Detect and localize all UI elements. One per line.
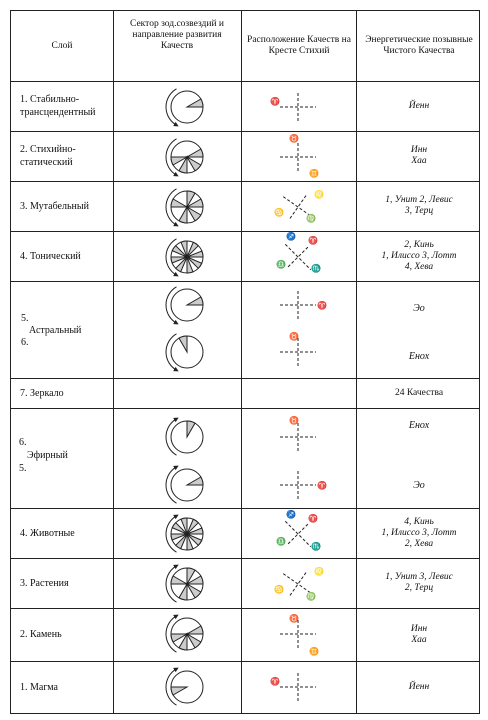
- sector-wheel: [166, 419, 203, 455]
- quality-line: Йенн: [408, 682, 430, 692]
- layer-name: 2. Стихийно-статический: [20, 144, 76, 168]
- element-cross: [280, 338, 316, 366]
- header-layer: Слой: [51, 40, 73, 51]
- zodiac-glyph: ♉: [289, 134, 299, 143]
- zodiac-glyph: ♊: [309, 647, 319, 656]
- zodiac-glyph: ♍: [306, 214, 316, 223]
- sector-wheel: [166, 616, 203, 652]
- quality-line: 1, Илиссо 3, Лотт: [381, 250, 457, 261]
- layer-name: 1. Магма: [20, 682, 58, 693]
- zodiac-glyph: ♈: [308, 514, 318, 523]
- quality-line: Инн: [410, 145, 428, 155]
- quality-line: 4, Хева: [404, 261, 434, 272]
- layer-name: 7. Зеркало: [20, 387, 64, 399]
- zodiac-glyph: ♈: [317, 301, 327, 310]
- zodiac-glyph: ♌: [314, 567, 324, 576]
- sector-wheel: [166, 516, 203, 552]
- zodiac-glyph: ♋: [274, 585, 284, 594]
- zodiac-glyph: ♌: [314, 190, 324, 199]
- zodiac-glyph: ♉: [289, 416, 299, 425]
- layer-number: 5.: [19, 463, 27, 474]
- header-cross: Расположение Качеств на Кресте Стихий: [247, 35, 351, 56]
- zodiac-glyph: ♉: [289, 614, 299, 623]
- layer-name: 4. Тонический: [20, 250, 81, 262]
- sector-wheel: [166, 287, 203, 323]
- quality-line: Эо: [413, 480, 425, 491]
- quality-line: 2, Хева: [404, 538, 434, 549]
- quality-line: Енох: [408, 420, 430, 431]
- zodiac-glyph: ♎: [276, 260, 286, 269]
- layer-number: 6.: [21, 337, 29, 348]
- layer-name: 3. Мутабельный: [20, 200, 89, 212]
- quality-line: Енох: [408, 351, 430, 362]
- layer-name: 2. Камень: [20, 629, 62, 640]
- element-cross: [280, 423, 316, 451]
- zodiac-glyph: ♋: [274, 208, 284, 217]
- sector-wheel-1: [11, 11, 481, 715]
- zodiac-glyph: ♐: [286, 232, 296, 241]
- zodiac-glyph: ♐: [286, 510, 296, 519]
- quality-line: Йенн: [408, 100, 430, 111]
- quality-line: 1, Унит 3, Левис: [385, 572, 453, 582]
- zodiac-glyph: ♍: [306, 592, 316, 601]
- zodiac-glyph: ♈: [317, 481, 327, 490]
- quality-line: Хаа: [411, 156, 427, 166]
- quality-line: 1, Илиссо 3, Лотт: [381, 527, 457, 538]
- quality-line: 2, Терц: [404, 583, 434, 593]
- zodiac-glyph: ♏: [311, 264, 321, 273]
- quality-line: 4, Кинь: [404, 516, 434, 527]
- sector-wheel: [166, 467, 203, 503]
- layer-name: Эфирный: [27, 450, 68, 461]
- sector-wheel: [166, 334, 203, 370]
- quality-line: 2, Кинь: [404, 239, 434, 250]
- header-callsigns: Энергетические позывные Чистого Качества: [365, 35, 473, 56]
- element-cross: [280, 291, 316, 319]
- quality-line: 1, Унит 2, Левис: [385, 195, 453, 205]
- quality-layers-table: [10, 10, 480, 714]
- sector-wheel: [166, 139, 203, 175]
- layer-name: 4. Животные: [20, 527, 75, 539]
- element-cross: [280, 620, 316, 648]
- zodiac-glyph: ♉: [289, 332, 299, 341]
- sector-wheel: [166, 89, 203, 125]
- element-cross: [280, 143, 316, 171]
- header-sector: Сектор зод.созвездий и направление развития Качеств: [130, 19, 224, 51]
- layer-number: 5.: [21, 313, 29, 324]
- element-cross: [280, 673, 316, 701]
- zodiac-glyph: ♈: [308, 236, 318, 245]
- sector-wheel: [166, 669, 203, 705]
- element-cross: [280, 93, 316, 121]
- quality-line: 24 Качества: [394, 387, 444, 398]
- layer-name: Астральный: [29, 325, 82, 336]
- quality-line: 3, Терц: [404, 206, 434, 216]
- zodiac-glyph: ♏: [311, 542, 321, 551]
- layer-number: 6.: [19, 437, 27, 448]
- sector-wheel: [166, 189, 203, 225]
- element-cross: [280, 471, 316, 499]
- quality-line: Инн: [410, 623, 428, 634]
- sector-wheel: [166, 566, 203, 602]
- zodiac-glyph: ♎: [276, 537, 286, 546]
- quality-line: Хаа: [411, 634, 427, 645]
- layer-name: 1. Стабильно-трансцендентный: [20, 94, 96, 118]
- zodiac-glyph: ♈: [270, 97, 280, 106]
- zodiac-glyph: ♈: [270, 677, 280, 686]
- layer-name: 3. Растения: [20, 577, 69, 589]
- zodiac-glyph: ♊: [309, 169, 319, 178]
- quality-line: Эо: [413, 303, 425, 314]
- sector-wheel: [166, 239, 203, 275]
